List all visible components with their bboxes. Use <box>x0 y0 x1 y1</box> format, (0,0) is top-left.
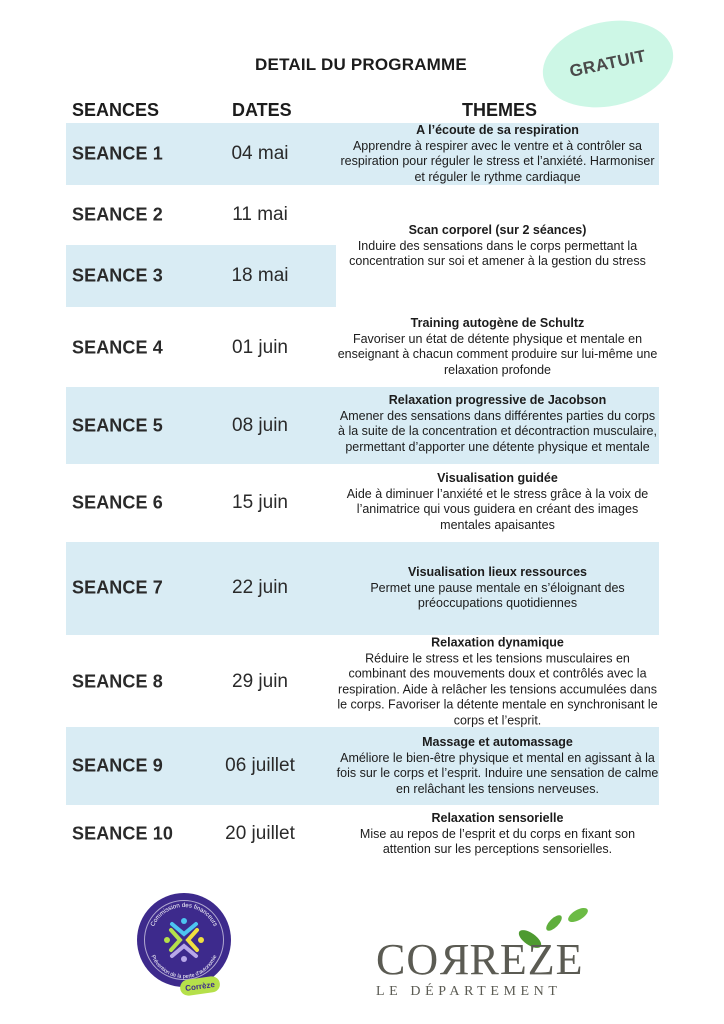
correze-tag: Corrèze <box>179 975 221 996</box>
seance-label: SEANCE 8 <box>72 671 163 692</box>
header-dates: DATES <box>232 100 292 120</box>
seance-label: SEANCE 9 <box>72 755 163 776</box>
page-title: DETAIL DU PROGRAMME <box>255 55 467 74</box>
seance-label: SEANCE 7 <box>72 577 163 598</box>
header-seances: SEANCES <box>72 100 160 120</box>
seance-label: SEANCE 4 <box>72 337 163 358</box>
theme-cell: A l’écoute de sa respiration Apprendre à respirer avec le ventre et à contrôler sa respiration pour réguler le stress et l’anxiété. Harmoniser et réguler le rythme cardiaque <box>340 123 655 184</box>
free-badge-label: GRATUIT <box>567 46 648 81</box>
correze-subtitle: LE DÉPARTEMENT <box>376 984 562 999</box>
correze-departement-logo <box>376 935 596 1000</box>
theme-cell: Relaxation dynamique Réduire le stress et les tensions musculaires en combinant des mouvements doux et contrôlés avec la respiration. Aide à relâcher les tensions accumulées dans le corps. Favoriser la détente mentale en synchronisant le corps et l’esprit. <box>337 635 658 727</box>
session-date: 08 juin <box>232 415 288 436</box>
logo-bottom-text: Prévention de la perte d'autonomie <box>149 954 219 981</box>
theme-cell: Relaxation progressive de Jacobson Amener des sensations dans différentes parties du corps à la suite de la concentration et décontraction musculaire, permettant d’apporter une détente physique et mentale <box>338 393 657 454</box>
session-date: 04 mai <box>231 143 289 164</box>
header-themes: THEMES <box>462 100 538 120</box>
logo-top-text: Commission des financeurs <box>149 901 219 928</box>
theme-cell: Relaxation sensorielle Mise au repos de l’esprit et du corps en fixant son attention sur les perceptions sensorielles. <box>359 810 636 856</box>
session-date: 20 juillet <box>225 823 295 844</box>
session-date: 22 juin <box>232 577 288 598</box>
seance-label: SEANCE 2 <box>72 204 163 225</box>
theme-cell: Massage et automassage Améliore le bien-être physique et mental en agissant à la fois sur le corps et l’esprit. Induire une sensation de calme en relâchant les tensions nerveuses. <box>336 735 659 796</box>
seance-label: SEANCE 10 <box>72 823 173 844</box>
session-date: 11 mai <box>232 204 288 225</box>
seance-label: SEANCE 3 <box>72 265 163 286</box>
theme-cell: Visualisation lieux ressources Permet une pause mentale en s’éloignant des préoccupations quotidiennes <box>370 564 625 610</box>
seance-label: SEANCE 6 <box>72 492 163 513</box>
commission-financeurs-logo <box>137 893 231 987</box>
session-date: 15 juin <box>232 492 288 513</box>
theme-cell: Visualisation guidée Aide à diminuer l’anxiété et le stress grâce à la voix de l’animatrice qui vous guidera en créant des images mentales apaisantes <box>346 471 649 532</box>
theme-cell: Training autogène de Schultz Favoriser un état de détente physique et mentale en enseignant à chacun comment produire sur lui-même une relaxation profonde <box>337 316 658 377</box>
theme-cell: Scan corporel (sur 2 séances) Induire des sensations dans le corps permettant la concentration sur soi et amener à la gestion du stress <box>349 222 646 268</box>
session-date: 01 juin <box>232 337 288 358</box>
logo-emblem-icon <box>137 893 231 987</box>
free-badge <box>535 9 682 119</box>
session-date: 06 juillet <box>225 755 295 776</box>
correze-wordmark: CORREZE <box>376 935 584 984</box>
session-date: 29 juin <box>232 671 288 692</box>
seance-label: SEANCE 1 <box>72 143 163 164</box>
session-date: 18 mai <box>231 265 289 286</box>
seance-label: SEANCE 5 <box>72 415 163 436</box>
